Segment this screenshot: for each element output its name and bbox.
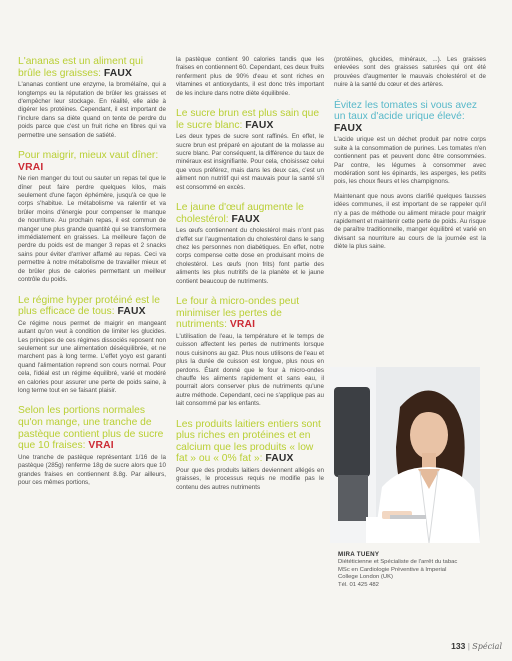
- column-2: [176, 56, 324, 502]
- myth-question: Évitez les tomates si vous avez un taux d'acide urique élevé:: [334, 99, 478, 123]
- author-college: College London (UK): [338, 574, 394, 581]
- author-degree: MSc en Cardiologie Préventive à Imperial: [338, 566, 447, 573]
- verdict-label: VRAI: [88, 440, 114, 452]
- myth-section: [18, 405, 166, 487]
- myth-section: [176, 296, 324, 408]
- continued-paragraph: (protéines, glucides, minéraux, ...). Les graisses enlevées sont des graisses saturées qui ont été prouvées d'augmenter le mauvais cholestérol et de nuire à la santé du cœur et des artères.: [334, 56, 486, 89]
- myth-heading: [176, 202, 324, 225]
- myth-section: [176, 202, 324, 286]
- column-3-sections: [334, 100, 486, 252]
- myth-heading: [18, 150, 166, 173]
- myth-question: Les produits laitiers entiers sont plus riches en protéines et en calcium que les produits « low fat » ou « 0% fat »:: [176, 418, 321, 465]
- author-photo: [330, 367, 480, 543]
- myth-section: [18, 295, 166, 396]
- myth-question: Pour maigrir, mieux vaut dîner:: [18, 150, 159, 162]
- body-paragraph: Les deux types de sucre sont raffinés. En effet, le sucre brun est préparé en ajoutant de la molasse au sucre blanc. Par conséquent, la différence du taux de minéraux est insignifiante. Pour cela, choisissez celui que vous préférez, mais dans les deux cas, c'est un aliment non nutritif qui est mauvais pour la santé s'il est consommé en excès.: [176, 133, 324, 191]
- myth-question: Le sucre brun est plus sain que le sucre blanc:: [176, 108, 320, 131]
- verdict-label: FAUX: [334, 122, 363, 134]
- magazine-name: Spécial: [472, 642, 502, 651]
- footer-divider: |: [467, 641, 470, 651]
- verdict-label: VRAI: [229, 319, 256, 331]
- myth-question: Selon les portions normales qu'on mange, une tranche de pastèque contient plus de sucre que 10 fraises:: [18, 405, 164, 452]
- verdict-label: FAUX: [245, 119, 274, 131]
- author-name: MIRA TUENY: [338, 551, 380, 558]
- body-paragraph: Ne rien manger du tout ou sauter un repas tel que le dîner peut faire perdre quelques kilos, mais seulement d'une façon éphémère, jusqu'à ce que le corps s'habitue. Le métabolisme va ralentir et va brûler moins d'énergie pour compenser le manque de nourriture. Au prochain repas, il est commun de manger une plus grande quantité qui se transformera immédiatement en graisses. La meilleure façon de perdre du poids est de manger 3 repas et 2 snacks sains pour éviter d'arriver affamé au repas. Ceci va permettre à notre métabolisme de travailler mieux et de brûler plus de calories permettant un meilleur contrôle du poids.: [18, 175, 166, 284]
- myth-section: [176, 108, 324, 192]
- verdict-label: FAUX: [265, 453, 294, 465]
- myth-question: Le jaune d'œuf augmente le cholestérol:: [176, 202, 304, 225]
- verdict-label: FAUX: [231, 213, 260, 225]
- myth-heading: [176, 419, 324, 465]
- myth-heading: [334, 100, 486, 135]
- myth-heading: [18, 56, 166, 79]
- body-paragraph: Maintenant que nous avons clarifié quelques fausses idées communes, il est important de se rappeler qu'il n'y a pas de méthode ou aliment miracle pour maigrir rapidement et maintenir cette perte de poids. Au risque de paraître traditionnelle, manger équilibré et varié en divisant sa nourriture au cours de la journée est la diète la plus saine.: [334, 192, 486, 251]
- continued-paragraph: la pastèque contient 90 calories tandis que les fraises en contiennent 60. Cependant, ces deux fruits renferment plus de 90% d'eau et sont riches en vitamines et antioxydants, il est donc très important de les inclure dans notre diète équilibrée.: [176, 56, 324, 97]
- column-3: [334, 56, 486, 262]
- myth-heading: [18, 405, 166, 451]
- body-paragraph: L'acide urique est un déchet produit par notre corps suite à la consommation de purines. Les tomates n'en contiennent pas et peuvent donc être consommées. Par contre, les légumes à consommer avec modération sont les épinards, les asperges, les petits pois, les choux fleurs et les champignons.: [334, 136, 486, 186]
- verdict-label: VRAI: [18, 161, 44, 173]
- myth-question: Le four à micro-ondes peut minimiser les pertes de nutriments:: [176, 296, 300, 331]
- myth-question: Le régime hyper protéiné est le plus efficace de tous:: [18, 294, 160, 318]
- myth-section: [176, 419, 324, 493]
- myth-question: L'ananas est un aliment qui brûle les graisses:: [18, 56, 144, 79]
- myth-section: [334, 100, 486, 252]
- body-paragraph: Ce régime nous permet de maigrir en mangeant autant qu'on veut à condition de limiter les glucides. Les principes de ces régimes dissociés reposent non seulement sur une alimentation déséquilibrée, et ne marchent pas à long terme. L'effet yoyo est garanti quand l'alimentation reprend son cours normal. Pour cela, l'idéal est un régime équilibré, varié et modéré en calories pour assurer une perte de poids saine, à long terme tout en se faisant plaisir.: [18, 319, 166, 394]
- myth-section: [18, 56, 166, 140]
- myth-heading: [18, 295, 166, 318]
- myth-heading: [176, 296, 324, 331]
- myth-heading: [176, 108, 324, 131]
- verdict-label: FAUX: [103, 67, 133, 79]
- page-number: 133: [451, 641, 466, 651]
- author-caption: [338, 551, 488, 589]
- myth-section: [18, 150, 166, 284]
- column-1: [18, 56, 166, 497]
- verdict-label: FAUX: [117, 306, 146, 318]
- body-paragraph: Pour que des produits laitiers deviennent allégés en graisses, le processus requis ne modifie pas le contenu des autres nutriments: [176, 466, 324, 491]
- author-title: Diététicienne et Spécialiste de l'arrêt du tabac: [338, 559, 458, 565]
- page-footer: [451, 641, 502, 651]
- author-phone: Tél. 01 425 482: [338, 581, 379, 588]
- body-paragraph: Une tranche de pastèque représentant 1/16 de la pastèque (285g) renferme 18g de sucre alors que 10 grandes fraises en contiennent 8.8g. Par ailleurs, pour ces mêmes portions,: [18, 453, 166, 486]
- body-paragraph: L'utilisation de l'eau, la température et le temps de cuisson affectent les pertes de nutriments lorsque nous cuisinons au gaz. Plus nous utilisons de l'eau et plus la durée de cuisson est longue, plus nous en perdons. Étant donné que le four à micro-ondes chauffe les aliments rapidement et sans eau, il pourrait alors conserver plus de nutriments qu'une autre méthode. Cependant, ceci ne s'applique pas au lait consommé par les enfants.: [176, 332, 324, 408]
- body-paragraph: Les œufs contiennent du cholestérol mais n'ont pas d'effet sur l'augmentation du cholestérol dans le sang chez les personnes non diabétiques. En effet, notre corps compense cette dose en produisant moins de cholestérol. Les œufs (non frits) font partie des aliments les plus nutritifs de la planète et le jaune contient beaucoup de nutriments.: [176, 227, 324, 285]
- body-paragraph: L'ananas contient une enzyme, la bromélaïne, qui a longtemps eu la réputation de brûler les graisses et d'empêcher leur stockage. En réalité, elle aide à digérer les protéines. Cependant, il est important de l'inclure dans sa diète quand on tente de perdre du poids parce que c'est un fruit riche en fibres qui va permettre une sensation de satiété.: [18, 81, 166, 139]
- column-2-sections: [176, 108, 324, 492]
